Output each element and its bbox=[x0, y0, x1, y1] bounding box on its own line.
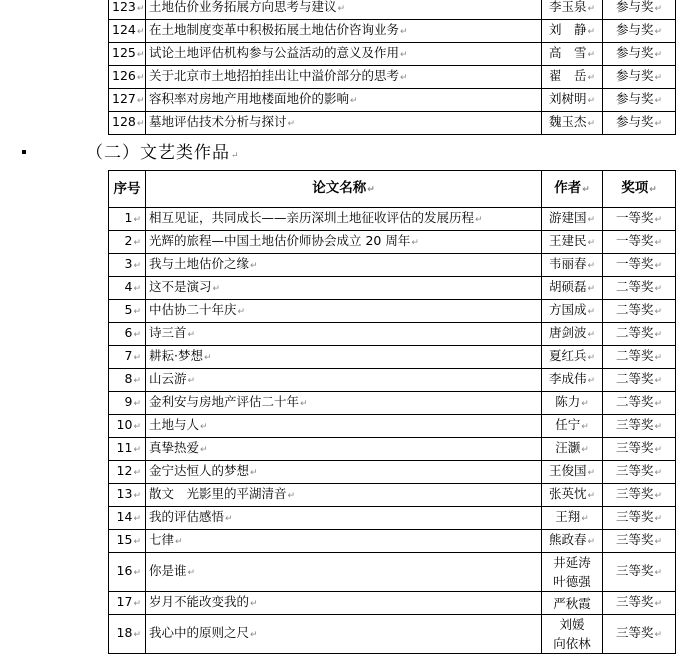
row-number: 126↵ bbox=[109, 66, 146, 89]
row-title: 岁月不能改变我的↵ bbox=[146, 592, 542, 615]
awards-table-literary bbox=[108, 170, 676, 654]
table-row bbox=[109, 392, 676, 415]
row-number: 124↵ bbox=[109, 20, 146, 43]
row-award: 一等奖↵ bbox=[603, 208, 676, 231]
row-title: 散文 光影里的平湖清音↵ bbox=[146, 484, 542, 507]
row-number: 15↵ bbox=[109, 530, 146, 553]
row-award: 三等奖↵ bbox=[603, 415, 676, 438]
author-line: 严秋霞 bbox=[553, 595, 591, 611]
row-title: 我的评估感悟↵ bbox=[146, 507, 542, 530]
row-author: 刘树明↵ bbox=[542, 89, 603, 112]
row-title: 墓地评估技术分析与探讨↵ bbox=[146, 112, 542, 135]
row-title: 光辉的旅程—中国土地估价师协会成立 20 周年↵ bbox=[146, 231, 542, 254]
author-line: 叶德强 bbox=[553, 574, 591, 589]
row-author: 任宁↵ bbox=[542, 415, 603, 438]
row-award: 三等奖↵ bbox=[603, 615, 676, 654]
row-number: 14↵ bbox=[109, 507, 146, 530]
row-award: 参与奖↵ bbox=[603, 66, 676, 89]
table-row bbox=[109, 553, 676, 592]
table-row bbox=[109, 254, 676, 277]
row-number: 8↵ bbox=[109, 369, 146, 392]
row-author: 翟 岳↵ bbox=[542, 66, 603, 89]
header-title: 论文名称↵ bbox=[146, 171, 542, 208]
row-title: 我心中的原则之尺↵ bbox=[146, 615, 542, 654]
row-number: 2↵ bbox=[109, 231, 146, 254]
row-number: 4↵ bbox=[109, 277, 146, 300]
table-row bbox=[109, 323, 676, 346]
row-title: 试论土地评估机构参与公益活动的意义及作用↵ bbox=[146, 43, 542, 66]
author-line: 向依林 bbox=[553, 636, 591, 651]
row-title: 容积率对房地产用地楼面地价的影响↵ bbox=[146, 89, 542, 112]
row-author: 唐剑波↵ bbox=[542, 323, 603, 346]
header-author: 作者↵ bbox=[542, 171, 603, 208]
row-author: 刘 静↵ bbox=[542, 20, 603, 43]
row-award: 一等奖↵ bbox=[603, 254, 676, 277]
row-award: 参与奖↵ bbox=[603, 43, 676, 66]
row-title: 在土地制度变革中积极拓展土地估价咨询业务↵ bbox=[146, 20, 542, 43]
row-award: 参与奖↵ bbox=[603, 89, 676, 112]
row-award: 三等奖↵ bbox=[603, 507, 676, 530]
row-number: 11↵ bbox=[109, 438, 146, 461]
row-award: 三等奖↵ bbox=[603, 484, 676, 507]
row-author: 高 雪↵ bbox=[542, 43, 603, 66]
table-row bbox=[109, 112, 676, 135]
row-number: 6↵ bbox=[109, 323, 146, 346]
row-author: 王俊国↵ bbox=[542, 461, 603, 484]
row-title: 真挚热爱↵ bbox=[146, 438, 542, 461]
row-number: 3↵ bbox=[109, 254, 146, 277]
row-award: 参与奖↵ bbox=[603, 20, 676, 43]
row-author bbox=[542, 553, 603, 592]
row-number: 127↵ bbox=[109, 89, 146, 112]
table-row bbox=[109, 507, 676, 530]
row-award: 二等奖↵ bbox=[603, 369, 676, 392]
table-row bbox=[109, 208, 676, 231]
row-award: 三等奖↵ bbox=[603, 592, 676, 615]
row-number: 10↵ bbox=[109, 415, 146, 438]
row-author: 李玉泉↵ bbox=[542, 0, 603, 20]
table-row bbox=[109, 615, 676, 654]
row-title: 我与土地估价之缘↵ bbox=[146, 254, 542, 277]
row-title: 山云游↵ bbox=[146, 369, 542, 392]
row-number: 5↵ bbox=[109, 300, 146, 323]
row-number: 13↵ bbox=[109, 484, 146, 507]
list-bullet bbox=[22, 150, 26, 154]
row-title: 诗三首↵ bbox=[146, 323, 542, 346]
row-number: 17↵ bbox=[109, 592, 146, 615]
section-heading: （二）文艺类作品↵ bbox=[86, 143, 240, 163]
author-line: 刘媛 bbox=[559, 617, 585, 632]
table-row bbox=[109, 592, 676, 615]
row-award: 一等奖↵ bbox=[603, 231, 676, 254]
header-no: 序号 bbox=[109, 171, 146, 208]
row-award: 三等奖↵ bbox=[603, 438, 676, 461]
row-author: 游建国↵ bbox=[542, 208, 603, 231]
row-author: 王翔↵ bbox=[542, 507, 603, 530]
row-title: 关于北京市土地招拍挂出让中溢价部分的思考↵ bbox=[146, 66, 542, 89]
table-row bbox=[109, 0, 676, 20]
row-author: 方国成↵ bbox=[542, 300, 603, 323]
row-title: 中估协二十年庆↵ bbox=[146, 300, 542, 323]
row-award: 二等奖↵ bbox=[603, 300, 676, 323]
row-award: 二等奖↵ bbox=[603, 392, 676, 415]
row-number: 1↵ bbox=[109, 208, 146, 231]
row-award: 三等奖↵ bbox=[603, 553, 676, 592]
awards-table-previous bbox=[108, 0, 676, 135]
row-number: 128↵ bbox=[109, 112, 146, 135]
row-author bbox=[542, 615, 603, 654]
row-title: 耕耘·梦想↵ bbox=[146, 346, 542, 369]
table-row bbox=[109, 66, 676, 89]
table-row bbox=[109, 484, 676, 507]
row-title: 金利安与房地产评估二十年↵ bbox=[146, 392, 542, 415]
table-row bbox=[109, 461, 676, 484]
row-author: 夏红兵↵ bbox=[542, 346, 603, 369]
row-title: 七律↵ bbox=[146, 530, 542, 553]
row-author: 胡硕磊↵ bbox=[542, 277, 603, 300]
table-row bbox=[109, 277, 676, 300]
row-title: 相互见证，共同成长——亲历深圳土地征收评估的发展历程↵ bbox=[146, 208, 542, 231]
table-header-row bbox=[109, 171, 676, 208]
table-row bbox=[109, 530, 676, 553]
row-title: 金宁达恒人的梦想↵ bbox=[146, 461, 542, 484]
row-number: 12↵ bbox=[109, 461, 146, 484]
table-row bbox=[109, 346, 676, 369]
row-author: 王建民↵ bbox=[542, 231, 603, 254]
row-award: 三等奖↵ bbox=[603, 530, 676, 553]
row-title: 土地估价业务拓展方向思考与建议↵ bbox=[146, 0, 542, 20]
row-author: 李成伟↵ bbox=[542, 369, 603, 392]
header-award: 奖项↵ bbox=[603, 171, 676, 208]
row-author: 韦丽春↵ bbox=[542, 254, 603, 277]
row-number: 125↵ bbox=[109, 43, 146, 66]
row-award: 三等奖↵ bbox=[603, 461, 676, 484]
row-author: 汪灏↵ bbox=[542, 438, 603, 461]
row-author: 张英忱↵ bbox=[542, 484, 603, 507]
row-number: 9↵ bbox=[109, 392, 146, 415]
row-title: 这不是演习↵ bbox=[146, 277, 542, 300]
row-title: 你是谁↵ bbox=[146, 553, 542, 592]
table-row bbox=[109, 89, 676, 112]
row-award: 二等奖↵ bbox=[603, 346, 676, 369]
row-award: 二等奖↵ bbox=[603, 277, 676, 300]
table-row bbox=[109, 415, 676, 438]
row-award: 参与奖↵ bbox=[603, 112, 676, 135]
row-author: 熊政春↵ bbox=[542, 530, 603, 553]
row-number: 7↵ bbox=[109, 346, 146, 369]
row-number: 16↵ bbox=[109, 553, 146, 592]
table-row bbox=[109, 20, 676, 43]
row-award: 二等奖↵ bbox=[603, 323, 676, 346]
row-title: 土地与人↵ bbox=[146, 415, 542, 438]
row-author: 陈力↵ bbox=[542, 392, 603, 415]
table-row bbox=[109, 438, 676, 461]
author-line: 井延涛 bbox=[553, 555, 591, 570]
table-row bbox=[109, 369, 676, 392]
row-author bbox=[542, 592, 603, 615]
row-author: 魏玉杰↵ bbox=[542, 112, 603, 135]
table-row bbox=[109, 231, 676, 254]
row-award: 参与奖↵ bbox=[603, 0, 676, 20]
row-number: 18↵ bbox=[109, 615, 146, 654]
row-number: 123↵ bbox=[109, 0, 146, 20]
table-row bbox=[109, 300, 676, 323]
table-row bbox=[109, 43, 676, 66]
